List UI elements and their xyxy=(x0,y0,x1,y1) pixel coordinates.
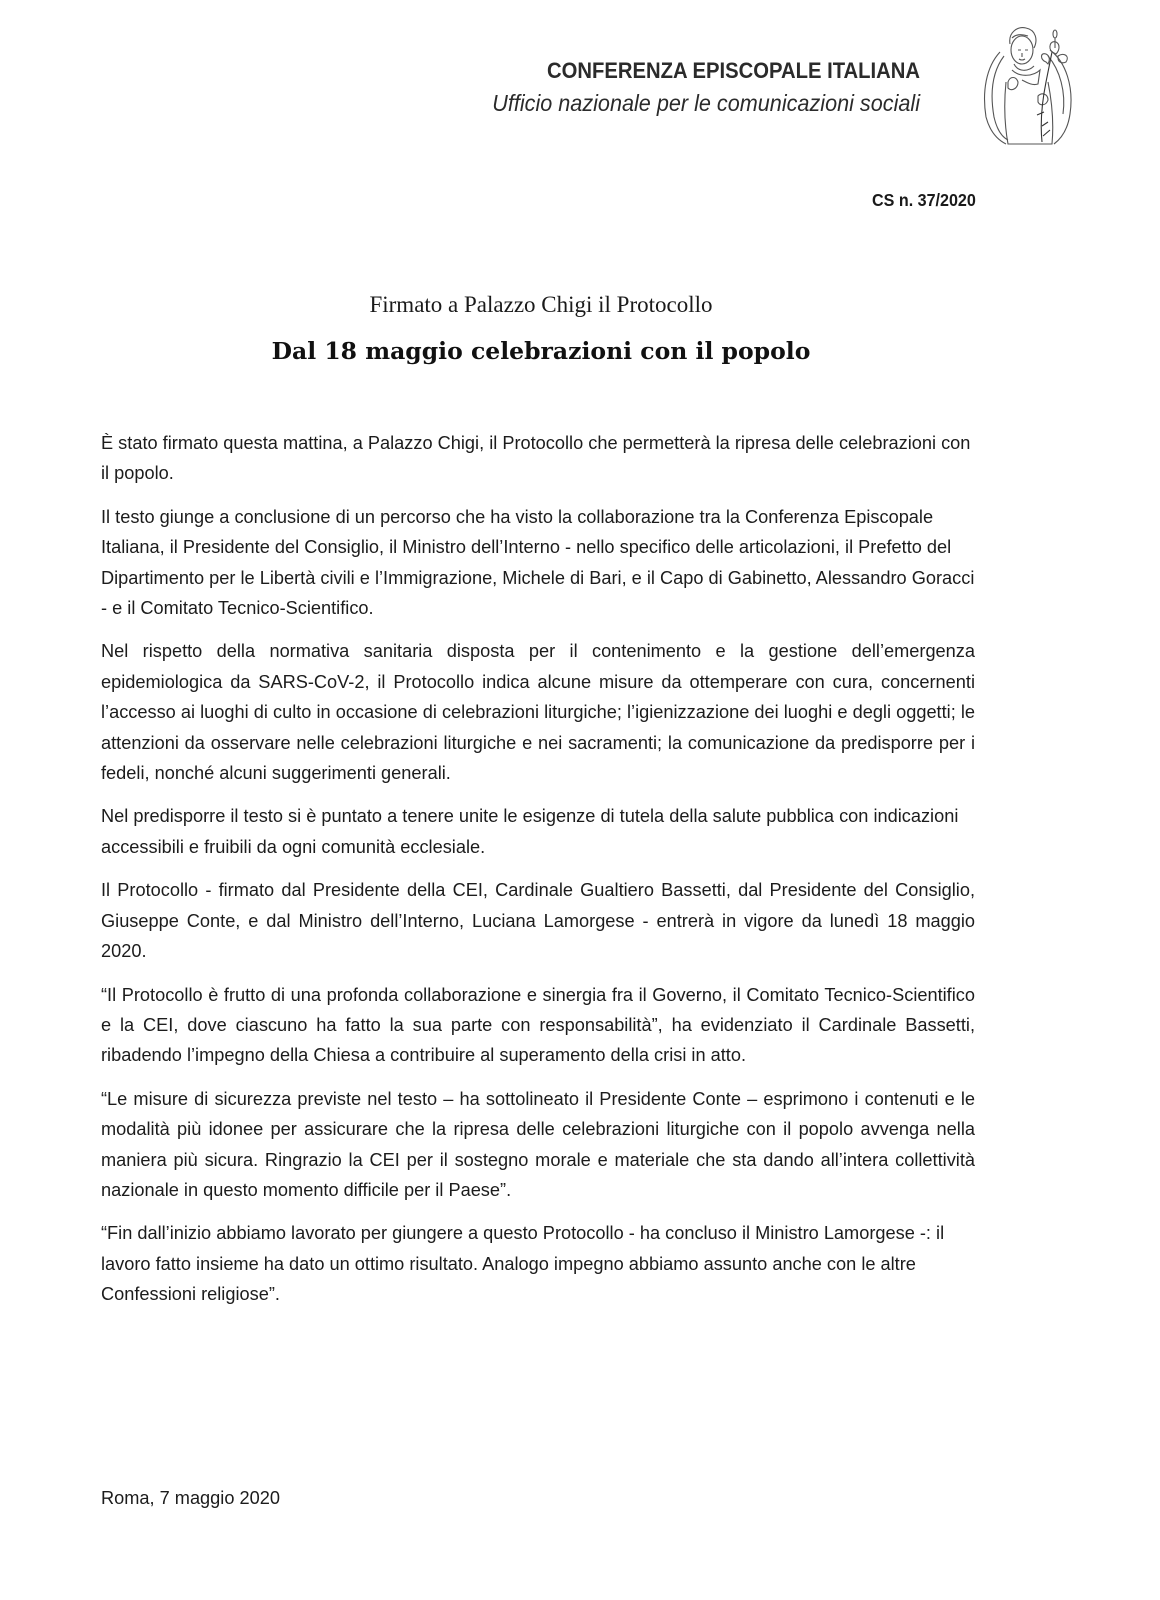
organization-name: CONFERENZA EPISCOPALE ITALIANA xyxy=(547,58,920,83)
paragraph: Nel predisporre il testo si è puntato a tenere unite le esigenze di tutela della salute pubblica con indicazioni accessibili e fruibili da ogni comunità ecclesiale. xyxy=(101,806,959,857)
paragraph: È stato firmato questa mattina, a Palazzo Chigi, il Protocollo che permetterà la ripresa delle celebrazioni con il popolo. xyxy=(101,433,971,484)
paragraph: Nel rispetto della normativa sanitaria disposta per il contenimento e la gestione dell’emergenza epidemiologica da SARS-CoV-2, il Protocollo indica alcune misure da ottemperare con cura, concernenti l’accesso ai luoghi di culto in occasione di celebrazioni liturgiche; l’igienizzazione dei luoghi e degli oggetti; le attenzioni da osservare nelle celebrazioni liturgiche e nei sacramenti; la comunicazione da predisporre per i fedeli, nonché alcuni suggerimenti generali. xyxy=(101,641,975,784)
document-subtitle: Firmato a Palazzo Chigi il Protocollo xyxy=(369,292,713,317)
place-and-date: Roma, 7 maggio 2020 xyxy=(101,1488,280,1508)
paragraph: “Il Protocollo è frutto di una profonda collaborazione e sinergia fra il Governo, il Comitato Tecnico-Scientifico e la CEI, dove ciascuno ha fatto la sua parte con responsabilità”, ha evidenziato il Cardinale Bassetti, ribadendo l’impegno della Chiesa a contribuire al superamento della crisi in atto. xyxy=(101,984,975,1066)
angel-with-lily-icon xyxy=(978,22,1078,150)
document-title: Dal 18 maggio celebrazioni con il popolo xyxy=(271,337,811,365)
office-name: Ufficio nazionale per le comunicazioni sociali xyxy=(492,90,920,116)
press-release-number: CS n. 37/2020 xyxy=(872,190,976,210)
paragraph: Il Protocollo - firmato dal Presidente della CEI, Cardinale Gualtiero Bassetti, dal Presidente del Consiglio, Giuseppe Conte, e dal Ministro dell’Interno, Luciana Lamorgese - entrerà in vigore da lunedì 18 maggio 2020. xyxy=(101,880,975,962)
header-text-block xyxy=(455,58,920,117)
paragraph: “Fin dall’inizio abbiamo lavorato per giungere a questo Protocollo - ha concluso il Ministro Lamorgese -: il lavoro fatto insieme ha dato un ottimo risultato. Analogo impegno abbiamo assunto anche con le altre Confessioni religiose”. xyxy=(101,1223,945,1305)
paragraph: “Le misure di sicurezza previste nel testo – ha sottolineato il Presidente Conte – esprimono i contenuti e le modalità più idonee per assicurare che la ripresa delle celebrazioni liturgiche con il popolo avvenga nella maniera più sicura. Ringrazio la CEI per il sostegno morale e materiale che sta dando all’intera collettività nazionale in questo momento difficile per il Paese”. xyxy=(101,1088,975,1200)
document-body xyxy=(101,428,975,1323)
paragraph: Il testo giunge a conclusione di un percorso che ha visto la collaborazione tra la Conferenza Episcopale Italiana, il Presidente del Consiglio, il Ministro dell’Interno - nello specifico delle articolazioni, il Prefetto del Dipartimento per le Libertà civili e l’Immigrazione, Michele di Bari, e il Capo di Gabinetto, Alessandro Goracci - e il Comitato Tecnico-Scientifico. xyxy=(101,506,975,619)
